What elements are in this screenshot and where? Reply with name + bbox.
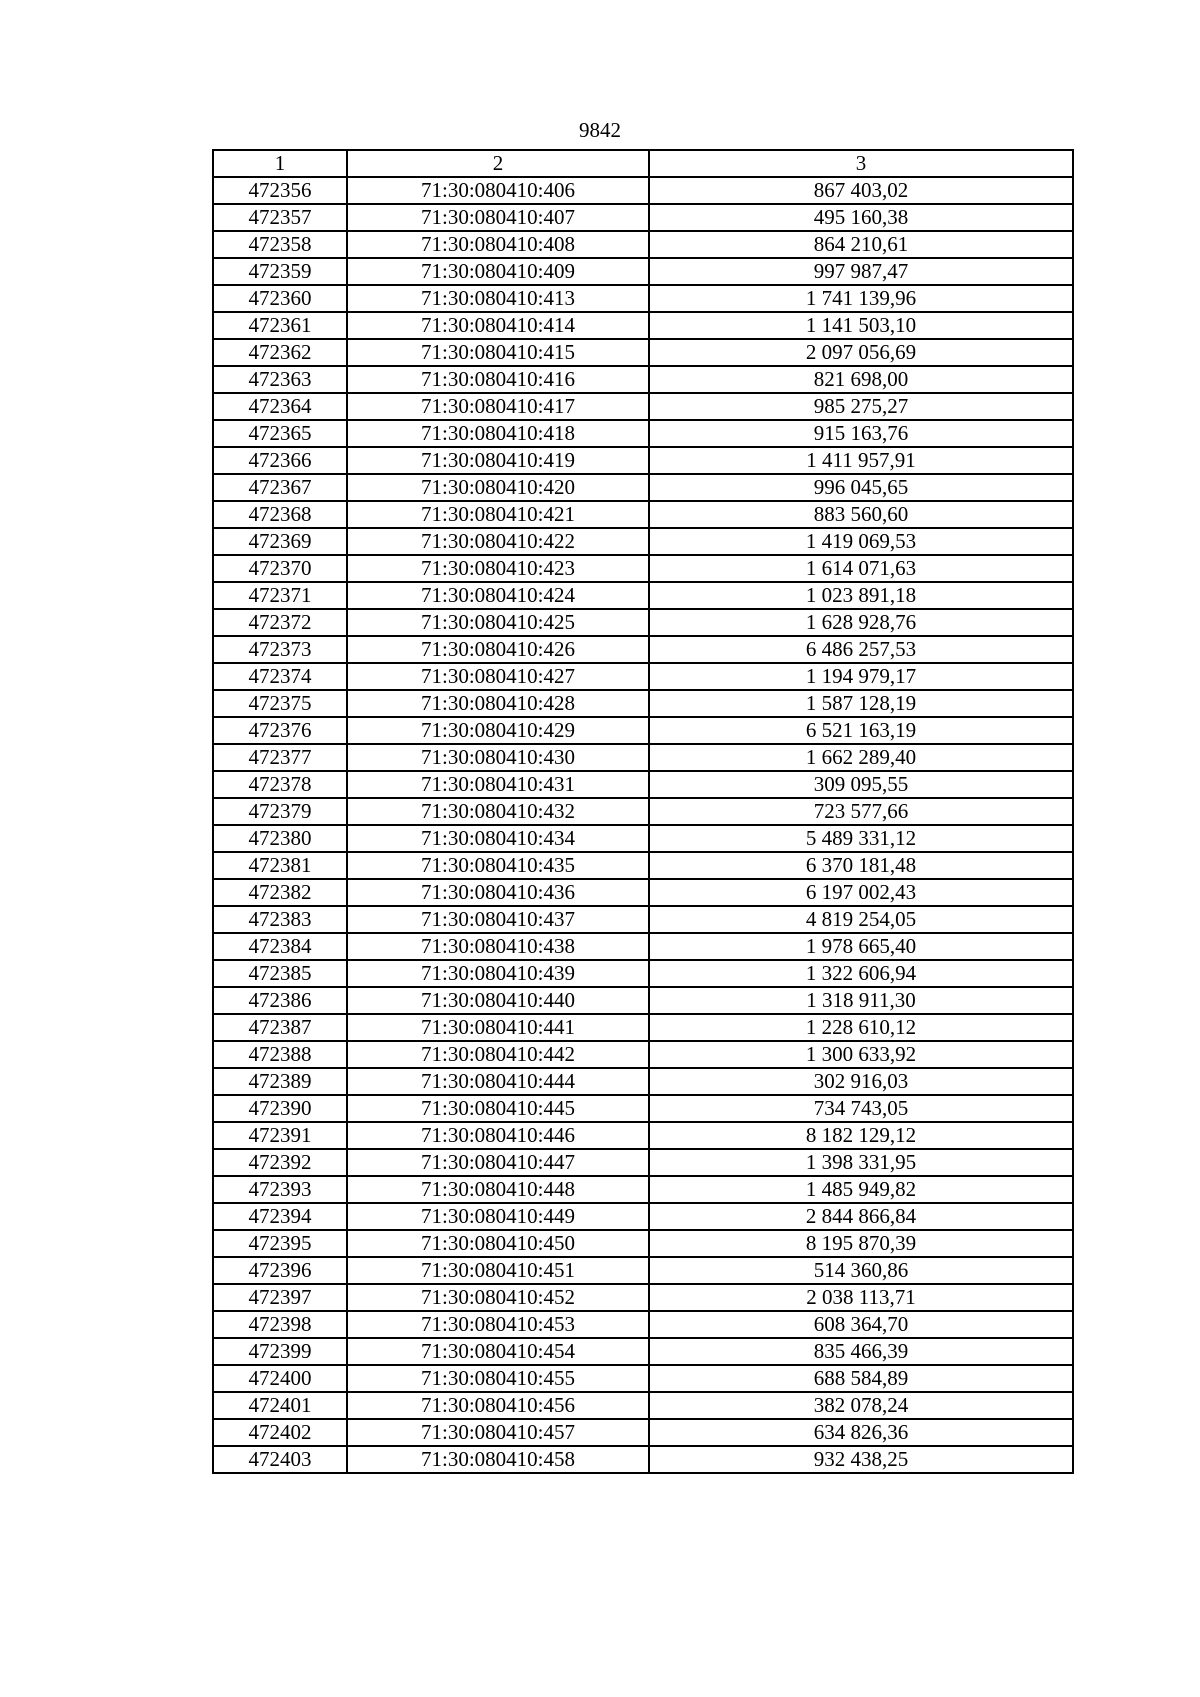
cadastral-number-cell: 71:30:080410:436	[347, 879, 649, 906]
row-number-cell: 472384	[213, 933, 347, 960]
table-body	[213, 177, 1073, 1473]
row-number-cell: 472388	[213, 1041, 347, 1068]
value-cell: 6 521 163,19	[649, 717, 1073, 744]
row-number-cell: 472397	[213, 1284, 347, 1311]
cadastral-number-cell: 71:30:080410:415	[347, 339, 649, 366]
table-row	[213, 852, 1073, 879]
cadastral-number-cell: 71:30:080410:425	[347, 609, 649, 636]
table-row	[213, 204, 1073, 231]
value-cell: 5 489 331,12	[649, 825, 1073, 852]
table-row	[213, 501, 1073, 528]
table-row	[213, 1122, 1073, 1149]
row-number-cell: 472390	[213, 1095, 347, 1122]
value-cell: 634 826,36	[649, 1419, 1073, 1446]
value-cell: 2 844 866,84	[649, 1203, 1073, 1230]
row-number-cell: 472368	[213, 501, 347, 528]
cadastral-number-cell: 71:30:080410:448	[347, 1176, 649, 1203]
cadastral-number-cell: 71:30:080410:417	[347, 393, 649, 420]
cadastral-number-cell: 71:30:080410:440	[347, 987, 649, 1014]
value-cell: 1 411 957,91	[649, 447, 1073, 474]
cadastral-number-cell: 71:30:080410:406	[347, 177, 649, 204]
value-cell: 1 419 069,53	[649, 528, 1073, 555]
table-row	[213, 1176, 1073, 1203]
row-number-cell: 472373	[213, 636, 347, 663]
cadastral-number-cell: 71:30:080410:449	[347, 1203, 649, 1230]
value-cell: 2 097 056,69	[649, 339, 1073, 366]
row-number-cell: 472358	[213, 231, 347, 258]
row-number-cell: 472365	[213, 420, 347, 447]
table-row	[213, 879, 1073, 906]
value-cell: 1 741 139,96	[649, 285, 1073, 312]
row-number-cell: 472367	[213, 474, 347, 501]
cadastral-number-cell: 71:30:080410:422	[347, 528, 649, 555]
table-row	[213, 798, 1073, 825]
cadastral-number-cell: 71:30:080410:428	[347, 690, 649, 717]
table-row	[213, 1311, 1073, 1338]
row-number-cell: 472393	[213, 1176, 347, 1203]
row-number-cell: 472401	[213, 1392, 347, 1419]
cadastral-number-cell: 71:30:080410:458	[347, 1446, 649, 1473]
value-cell: 302 916,03	[649, 1068, 1073, 1095]
table-row	[213, 420, 1073, 447]
row-number-cell: 472375	[213, 690, 347, 717]
table-row	[213, 231, 1073, 258]
row-number-cell: 472386	[213, 987, 347, 1014]
value-cell: 382 078,24	[649, 1392, 1073, 1419]
value-cell: 867 403,02	[649, 177, 1073, 204]
cadastral-number-cell: 71:30:080410:438	[347, 933, 649, 960]
value-cell: 1 628 928,76	[649, 609, 1073, 636]
cadastral-number-cell: 71:30:080410:420	[347, 474, 649, 501]
value-cell: 1 023 891,18	[649, 582, 1073, 609]
row-number-cell: 472400	[213, 1365, 347, 1392]
cadastral-number-cell: 71:30:080410:423	[347, 555, 649, 582]
table-row	[213, 474, 1073, 501]
cadastral-number-cell: 71:30:080410:450	[347, 1230, 649, 1257]
table-row	[213, 1203, 1073, 1230]
row-number-cell: 472364	[213, 393, 347, 420]
cadastral-number-cell: 71:30:080410:446	[347, 1122, 649, 1149]
table-row	[213, 609, 1073, 636]
cadastral-number-cell: 71:30:080410:408	[347, 231, 649, 258]
row-number-cell: 472356	[213, 177, 347, 204]
cadastral-number-cell: 71:30:080410:426	[347, 636, 649, 663]
table-row	[213, 1257, 1073, 1284]
table-row	[213, 1392, 1073, 1419]
row-number-cell: 472385	[213, 960, 347, 987]
table-row	[213, 825, 1073, 852]
row-number-cell: 472372	[213, 609, 347, 636]
cadastral-number-cell: 71:30:080410:441	[347, 1014, 649, 1041]
table-row	[213, 1284, 1073, 1311]
table-header	[213, 150, 1073, 177]
cadastral-number-cell: 71:30:080410:435	[347, 852, 649, 879]
cadastral-number-cell: 71:30:080410:407	[347, 204, 649, 231]
page-number: 9842	[579, 118, 621, 142]
cadastral-number-cell: 71:30:080410:444	[347, 1068, 649, 1095]
value-cell: 1 978 665,40	[649, 933, 1073, 960]
value-cell: 985 275,27	[649, 393, 1073, 420]
row-number-cell: 472389	[213, 1068, 347, 1095]
table-row	[213, 366, 1073, 393]
value-cell: 1 485 949,82	[649, 1176, 1073, 1203]
cadastral-number-cell: 71:30:080410:424	[347, 582, 649, 609]
value-cell: 723 577,66	[649, 798, 1073, 825]
row-number-cell: 472366	[213, 447, 347, 474]
row-number-cell: 472391	[213, 1122, 347, 1149]
table-row	[213, 447, 1073, 474]
row-number-cell: 472402	[213, 1419, 347, 1446]
cadastral-number-cell: 71:30:080410:413	[347, 285, 649, 312]
cadastral-number-cell: 71:30:080410:434	[347, 825, 649, 852]
table-row	[213, 393, 1073, 420]
cadastral-number-cell: 71:30:080410:447	[347, 1149, 649, 1176]
table-row	[213, 1365, 1073, 1392]
table-row	[213, 555, 1073, 582]
table-row	[213, 177, 1073, 204]
cadastral-number-cell: 71:30:080410:439	[347, 960, 649, 987]
row-number-cell: 472394	[213, 1203, 347, 1230]
row-number-cell: 472374	[213, 663, 347, 690]
cadastral-number-cell: 71:30:080410:453	[347, 1311, 649, 1338]
table-row	[213, 933, 1073, 960]
table-row	[213, 528, 1073, 555]
table-row	[213, 987, 1073, 1014]
value-cell: 495 160,38	[649, 204, 1073, 231]
value-cell: 1 587 128,19	[649, 690, 1073, 717]
row-number-cell: 472380	[213, 825, 347, 852]
value-cell: 996 045,65	[649, 474, 1073, 501]
cadastral-number-cell: 71:30:080410:430	[347, 744, 649, 771]
cadastral-number-cell: 71:30:080410:432	[347, 798, 649, 825]
row-number-cell: 472378	[213, 771, 347, 798]
cadastral-number-cell: 71:30:080410:442	[347, 1041, 649, 1068]
row-number-cell: 472362	[213, 339, 347, 366]
value-cell: 1 228 610,12	[649, 1014, 1073, 1041]
table-row	[213, 717, 1073, 744]
value-cell: 1 141 503,10	[649, 312, 1073, 339]
table-row	[213, 960, 1073, 987]
row-number-cell: 472370	[213, 555, 347, 582]
row-number-cell: 472360	[213, 285, 347, 312]
cadastral-number-cell: 71:30:080410:414	[347, 312, 649, 339]
row-number-cell: 472377	[213, 744, 347, 771]
cadastral-number-cell: 71:30:080410:431	[347, 771, 649, 798]
table-row	[213, 1230, 1073, 1257]
value-cell: 915 163,76	[649, 420, 1073, 447]
row-number-cell: 472398	[213, 1311, 347, 1338]
value-cell: 1 662 289,40	[649, 744, 1073, 771]
table-row	[213, 1095, 1073, 1122]
row-number-cell: 472381	[213, 852, 347, 879]
value-cell: 4 819 254,05	[649, 906, 1073, 933]
value-cell: 734 743,05	[649, 1095, 1073, 1122]
value-cell: 608 364,70	[649, 1311, 1073, 1338]
row-number-cell: 472399	[213, 1338, 347, 1365]
row-number-cell: 472363	[213, 366, 347, 393]
cadastral-number-cell: 71:30:080410:455	[347, 1365, 649, 1392]
table-row	[213, 1014, 1073, 1041]
value-cell: 8 195 870,39	[649, 1230, 1073, 1257]
cadastral-number-cell: 71:30:080410:457	[347, 1419, 649, 1446]
table-row	[213, 1338, 1073, 1365]
header-row	[213, 150, 1073, 177]
row-number-cell: 472387	[213, 1014, 347, 1041]
table-row	[213, 312, 1073, 339]
value-cell: 1 194 979,17	[649, 663, 1073, 690]
table-row	[213, 285, 1073, 312]
row-number-cell: 472369	[213, 528, 347, 555]
row-number-cell: 472383	[213, 906, 347, 933]
table-row	[213, 744, 1073, 771]
cadastral-number-cell: 71:30:080410:445	[347, 1095, 649, 1122]
value-cell: 1 614 071,63	[649, 555, 1073, 582]
column-header-2: 2	[347, 150, 649, 177]
column-header-1: 1	[213, 150, 347, 177]
row-number-cell: 472382	[213, 879, 347, 906]
value-cell: 1 300 633,92	[649, 1041, 1073, 1068]
value-cell: 6 370 181,48	[649, 852, 1073, 879]
table-row	[213, 1041, 1073, 1068]
value-cell: 932 438,25	[649, 1446, 1073, 1473]
table-row	[213, 339, 1073, 366]
table-row	[213, 1419, 1073, 1446]
value-cell: 835 466,39	[649, 1338, 1073, 1365]
row-number-cell: 472357	[213, 204, 347, 231]
row-number-cell: 472396	[213, 1257, 347, 1284]
cadastral-number-cell: 71:30:080410:409	[347, 258, 649, 285]
value-cell: 997 987,47	[649, 258, 1073, 285]
column-header-3: 3	[649, 150, 1073, 177]
row-number-cell: 472379	[213, 798, 347, 825]
value-cell: 309 095,55	[649, 771, 1073, 798]
table-row	[213, 771, 1073, 798]
table-row	[213, 906, 1073, 933]
table-row	[213, 636, 1073, 663]
table-row	[213, 258, 1073, 285]
row-number-cell: 472403	[213, 1446, 347, 1473]
value-cell: 8 182 129,12	[649, 1122, 1073, 1149]
cadastral-number-cell: 71:30:080410:456	[347, 1392, 649, 1419]
cadastral-number-cell: 71:30:080410:451	[347, 1257, 649, 1284]
value-cell: 6 486 257,53	[649, 636, 1073, 663]
cadastral-number-cell: 71:30:080410:454	[347, 1338, 649, 1365]
value-cell: 514 360,86	[649, 1257, 1073, 1284]
cadastral-number-cell: 71:30:080410:421	[347, 501, 649, 528]
row-number-cell: 472359	[213, 258, 347, 285]
row-number-cell: 472376	[213, 717, 347, 744]
value-cell: 1 398 331,95	[649, 1149, 1073, 1176]
table-row	[213, 1068, 1073, 1095]
cadastral-number-cell: 71:30:080410:418	[347, 420, 649, 447]
cadastral-number-cell: 71:30:080410:419	[347, 447, 649, 474]
value-cell: 1 318 911,30	[649, 987, 1073, 1014]
cadastral-number-cell: 71:30:080410:429	[347, 717, 649, 744]
cadastral-number-cell: 71:30:080410:416	[347, 366, 649, 393]
row-number-cell: 472371	[213, 582, 347, 609]
value-cell: 688 584,89	[649, 1365, 1073, 1392]
value-cell: 2 038 113,71	[649, 1284, 1073, 1311]
table-row	[213, 690, 1073, 717]
registry-table	[212, 149, 1074, 1474]
row-number-cell: 472392	[213, 1149, 347, 1176]
cadastral-number-cell: 71:30:080410:452	[347, 1284, 649, 1311]
value-cell: 1 322 606,94	[649, 960, 1073, 987]
cadastral-number-cell: 71:30:080410:427	[347, 663, 649, 690]
value-cell: 864 210,61	[649, 231, 1073, 258]
table-row	[213, 582, 1073, 609]
value-cell: 821 698,00	[649, 366, 1073, 393]
value-cell: 6 197 002,43	[649, 879, 1073, 906]
row-number-cell: 472361	[213, 312, 347, 339]
table-row	[213, 663, 1073, 690]
value-cell: 883 560,60	[649, 501, 1073, 528]
row-number-cell: 472395	[213, 1230, 347, 1257]
table-row	[213, 1149, 1073, 1176]
table-row	[213, 1446, 1073, 1473]
cadastral-number-cell: 71:30:080410:437	[347, 906, 649, 933]
